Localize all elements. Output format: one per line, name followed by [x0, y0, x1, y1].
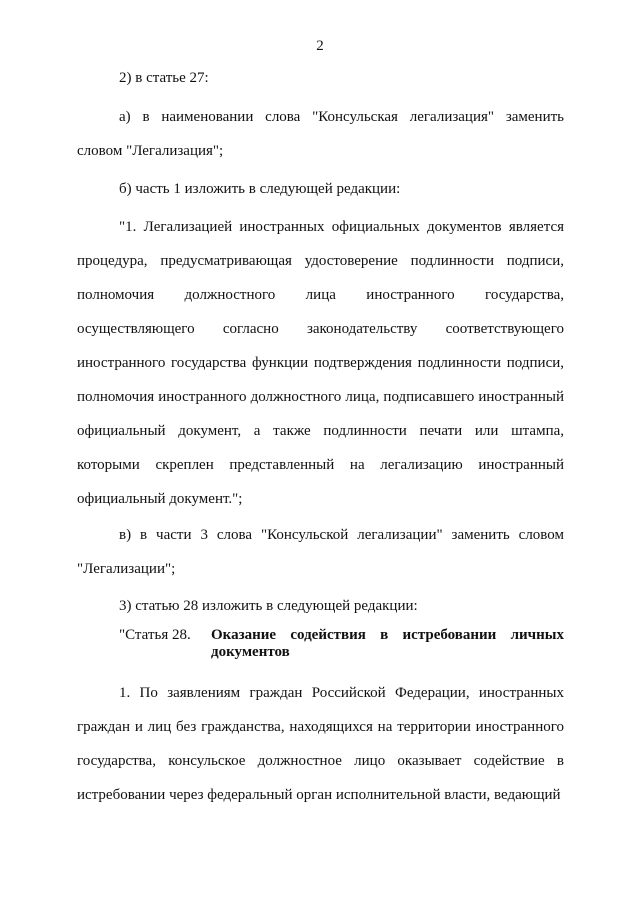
paragraph-article-28: 3) статью 28 изложить в следующей редакции: [119, 598, 418, 614]
article-title: Оказание содействия в истребовании личных документов [211, 627, 564, 660]
paragraph-b: б) часть 1 изложить в следующей редакции: [119, 181, 401, 197]
page-number: 2 [316, 38, 324, 54]
article-heading [119, 627, 564, 661]
paragraph-point-1: 1. По заявлениям граждан Российской Федерации, иностранных граждан и лиц без гражданства, находящихся на территории иностранного государства, консульское должностное лицо оказывает содействие в истребовании через федеральный орган исполнительной власти, ведающий [77, 685, 564, 803]
paragraph-legalization-definition: "1. Легализацией иностранных официальных документов является процедура, предусматривающая удостоверение подлинности подписи, полномочия должностного лица иностранного государства, осуществляющего согласно законодательству соответствующего иностранного государства функции подтверждения подлинности подписи, полномочия иностранного должностного лица, подписавшего иностранный официальный документ, а также подлинности печати или штампа, которыми скреплен представленный на легализацию иностранный официальный документ."; [77, 219, 564, 507]
paragraph-c-line2: "Легализации"; [77, 561, 176, 577]
paragraph-a-line2: словом "Легализация"; [77, 143, 224, 159]
paragraph-c-line1: в) в части 3 слова "Консульской легализации" заменить словом [119, 527, 564, 543]
paragraph-a-line1: а) в наименовании слова "Консульская легализация" заменить [119, 109, 564, 125]
article-label: "Статья 28. [119, 627, 191, 643]
paragraph-article-27: 2) в статье 27: [119, 70, 209, 86]
